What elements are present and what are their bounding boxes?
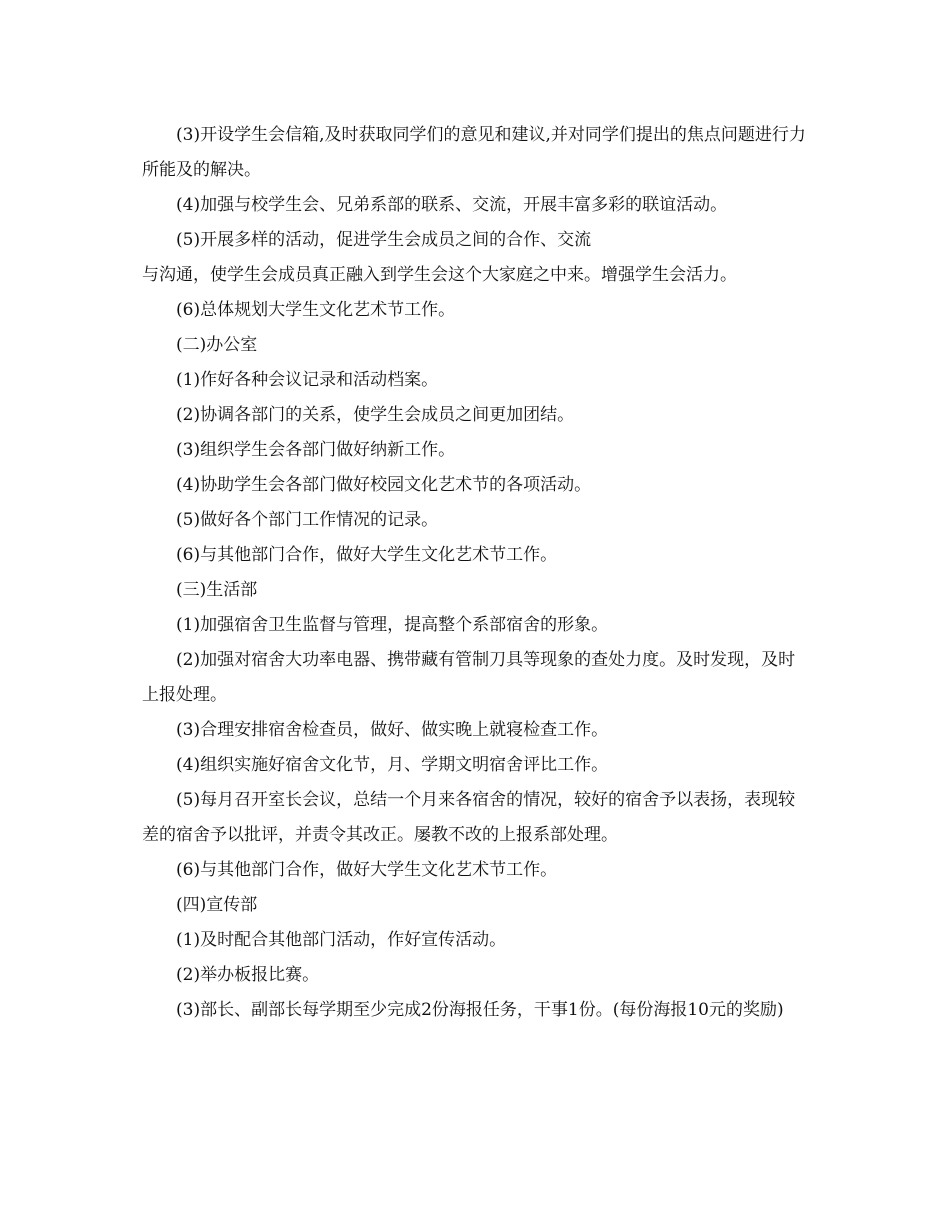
paragraph: (4)协助学生会各部门做好校园文化艺术节的各项活动。 xyxy=(176,475,592,495)
paragraph: (2)加强对宿舍大功率电器、携带藏有管制刀具等现象的查处力度。及时发现，及时上报处理。 xyxy=(142,650,796,705)
paragraph: (4)组织实施好宿舍文化节，月、学期文明宿舍评比工作。 xyxy=(176,755,609,775)
paragraph: 与沟通，使学生会成员真正融入到学生会这个大家庭之中来。增强学生会活力。 xyxy=(142,265,737,285)
section-heading: (四)宣传部 xyxy=(176,895,258,915)
document-body xyxy=(142,118,810,1028)
paragraph: (5)每月召开室长会议，总结一个月来各宿舍的情况，较好的宿舍予以表扬，表现较差的宿舍予以批评，并责令其改正。屡教不改的上报系部处理。 xyxy=(142,790,796,845)
paragraph: (3)合理安排宿舍检查员，做好、做实晚上就寝检查工作。 xyxy=(176,720,609,740)
paragraph: (6)总体规划大学生文化艺术节工作。 xyxy=(176,300,456,320)
paragraph: (3)组织学生会各部门做好纳新工作。 xyxy=(176,440,456,460)
section-heading: (二)办公室 xyxy=(176,335,258,355)
paragraph: (2)协调各部门的关系，使学生会成员之间更加团结。 xyxy=(176,405,575,425)
paragraph: (1)作好各种会议记录和活动档案。 xyxy=(176,370,439,390)
paragraph: (6)与其他部门合作，做好大学生文化艺术节工作。 xyxy=(176,545,558,565)
paragraph: (5)做好各个部门工作情况的记录。 xyxy=(176,510,439,530)
paragraph: (4)加强与校学生会、兄弟系部的联系、交流，开展丰富多彩的联谊活动。 xyxy=(176,195,728,215)
paragraph: (6)与其他部门合作，做好大学生文化艺术节工作。 xyxy=(176,860,558,880)
paragraph: (3)开设学生会信箱,及时获取同学们的意见和建议,并对同学们提出的焦点问题进行力所能及的解决。 xyxy=(142,125,806,180)
paragraph: (5)开展多样的活动，促进学生会成员之间的合作、交流 xyxy=(176,230,592,250)
paragraph: (1)及时配合其他部门活动，作好宣传活动。 xyxy=(176,930,507,950)
paragraph: (3)部长、副部长每学期至少完成2份海报任务，干事1份。(每份海报10元的奖励) xyxy=(176,1000,784,1020)
paragraph: (1)加强宿舍卫生监督与管理，提高整个系部宿舍的形象。 xyxy=(176,615,609,635)
section-heading: (三)生活部 xyxy=(176,580,258,600)
paragraph: (2)举办板报比赛。 xyxy=(176,965,320,985)
